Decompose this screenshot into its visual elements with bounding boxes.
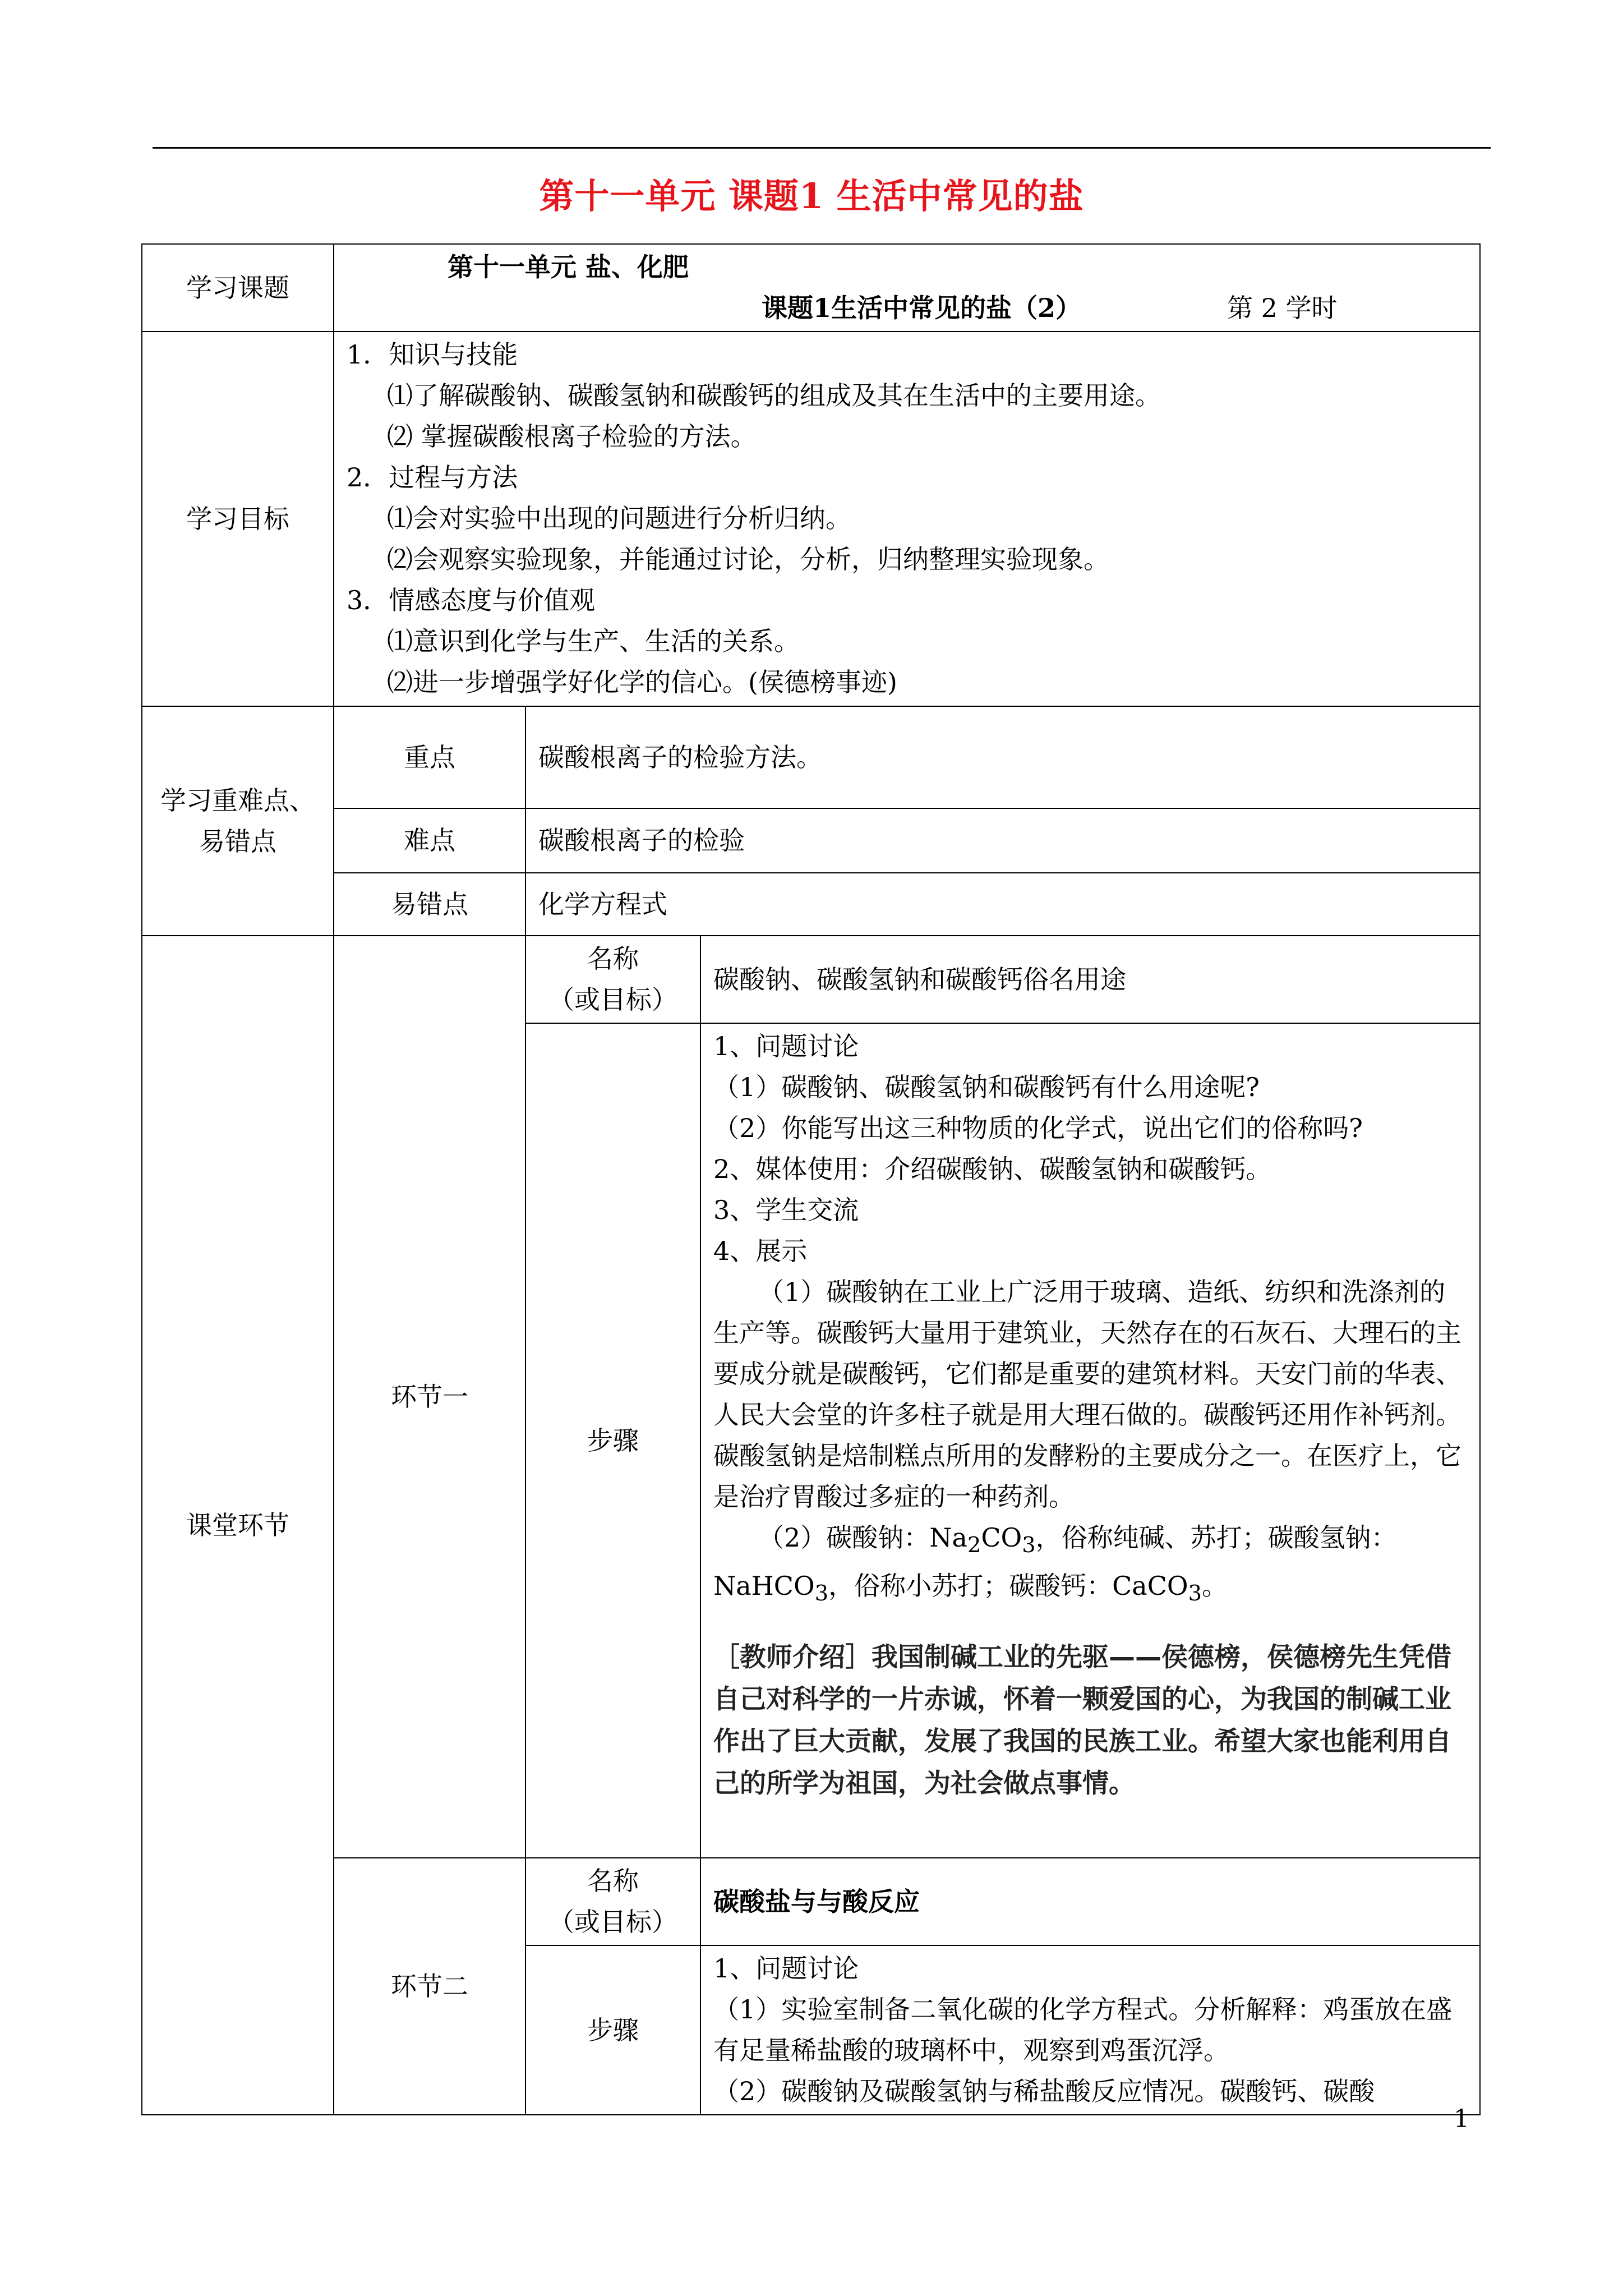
key-points-label: 学习重难点、易错点: [142, 706, 334, 936]
section2-name-row: [142, 1858, 1480, 1945]
formula-subscript: 3: [814, 1581, 829, 1607]
steps-label: 步骤: [525, 1945, 700, 2115]
section2-steps: [700, 1945, 1480, 2115]
section1-name-row: [142, 936, 1480, 1023]
formula-caco3: [1112, 1571, 1202, 1607]
name-label: [525, 936, 700, 1023]
difficulty-label: 难点: [334, 808, 525, 873]
display2-text: ，俗称纯碱、苏打；碳酸氢钠：: [1035, 1522, 1397, 1553]
formula-part: Na: [929, 1522, 967, 1553]
objectives-row: [142, 332, 1480, 706]
steps-label: 步骤: [525, 1023, 700, 1858]
course-label: 学习课题: [142, 244, 334, 332]
error-text: 化学方程式: [525, 873, 1480, 936]
section1-label: 环节一: [334, 936, 525, 1858]
objective-item: ⑴会对实验中出现的问题进行分析归纳。: [387, 503, 851, 533]
step-line: （2）碳酸钠及碳酸氢钠与稀盐酸反应情况。碳酸钙、碳酸: [713, 2076, 1375, 2106]
focus-label: 重点: [334, 706, 525, 808]
section1-name: 碳酸钠、碳酸氢钠和碳酸钙俗名用途: [700, 936, 1480, 1023]
header-rule: [153, 147, 1491, 149]
teacher-note: ［教师介绍］我国制碱工业的先驱——侯德榜，侯德榜先生凭借自己对科学的一片赤诚，怀着一颗爱国的心，为我国的制碱工业作出了巨大贡献，发展了我国的民族工业。希望大家也能利用自己的所学为祖国，为社会做点事情。: [713, 1642, 1451, 1800]
name-label: [525, 1858, 700, 1945]
classroom-label: 课堂环节: [142, 936, 334, 2115]
formula-part: NaHCO: [713, 1571, 815, 1602]
step-line: （1）实验室制备二氧化碳的化学方程式。分析解释：鸡蛋放在盛有足量稀盐酸的玻璃杯中，观察到鸡蛋沉浮。: [713, 1994, 1453, 2065]
step-line: 1、问题讨论: [713, 1031, 859, 1061]
formula-nahco3: [713, 1571, 829, 1607]
section2-name: 碳酸盐与与酸反应: [700, 1858, 1480, 1945]
formula-part: CaCO: [1112, 1571, 1188, 1602]
course-info: [334, 244, 1480, 332]
section2-label: 环节二: [334, 1858, 525, 2115]
objective-heading: 1．知识与技能: [347, 339, 518, 370]
name-label-line1: 名称: [587, 944, 639, 974]
display2-text: 。: [1202, 1571, 1228, 1602]
name-label-line1: 名称: [587, 1866, 639, 1896]
step-line: 1、问题讨论: [713, 1953, 859, 1984]
course-period: 第 2 学时: [1227, 293, 1338, 323]
display-paragraph-1: （1）碳酸钠在工业上广泛用于玻璃、造纸、纺织和洗涤剂的生产等。碳酸钙大量用于建筑业，天然存在的石灰石、大理石的主要成分就是碳酸钙，它们都是重要的建筑材料。天安门前的华表、人民大会堂的许多柱子就是用大理石做的。碳酸钙还用作补钙剂。碳酸氢钠是焙制糕点所用的发酵粉的主要成分之一。在医疗上，它是治疗胃酸过多症的一种药剂。: [713, 1277, 1461, 1512]
step-line: 2、媒体使用：介绍碳酸钠、碳酸氢钠和碳酸钙。: [713, 1154, 1272, 1184]
objectives-content: [334, 332, 1480, 706]
objective-item: ⑴了解碳酸钠、碳酸氢钠和碳酸钙的组成及其在生活中的主要用途。: [387, 380, 1161, 411]
step-line: （1）碳酸钠、碳酸氢钠和碳酸钙有什么用途呢?: [713, 1072, 1260, 1102]
focus-row: [142, 706, 1480, 808]
page-number: 1: [1454, 2105, 1469, 2133]
step-line: 4、展示: [713, 1236, 808, 1266]
objective-item: ⑵进一步增强学好化学的信心。(侯德榜事迹): [387, 667, 897, 697]
course-lesson: 课题1生活中常见的盐（2）: [762, 293, 1082, 323]
course-unit: 第十一单元 盐、化肥: [448, 252, 689, 282]
formula-na2co3: [929, 1522, 1036, 1558]
formula-subscript: 3: [1188, 1581, 1202, 1607]
formula-part: CO: [981, 1522, 1022, 1553]
difficulty-row: [142, 808, 1480, 873]
name-label-line2: （或目标）: [548, 1907, 677, 1937]
course-lesson-line: [347, 288, 1467, 329]
difficulty-text: 碳酸根离子的检验: [525, 808, 1480, 873]
course-row: [142, 244, 1480, 332]
page-title: 第十一单元 课题1 生活中常见的盐: [539, 176, 1084, 217]
objective-heading: 2．过程与方法: [347, 462, 518, 493]
step-line: （2）你能写出这三种物质的化学式，说出它们的俗称吗?: [713, 1113, 1363, 1143]
objective-item: ⑵ 掌握碳酸根离子检验的方法。: [387, 421, 757, 452]
error-row: [142, 873, 1480, 936]
objective-item: ⑵会观察实验现象，并能通过讨论，分析，归纳整理实验现象。: [387, 544, 1109, 574]
focus-text: 碳酸根离子的检验方法。: [525, 706, 1480, 808]
formula-subscript: 2: [967, 1533, 981, 1558]
objectives-label: 学习目标: [142, 332, 334, 706]
section1-steps: [700, 1023, 1480, 1858]
objective-item: ⑴意识到化学与生产、生活的关系。: [387, 626, 800, 656]
step-line: 3、学生交流: [713, 1195, 859, 1225]
objective-heading: 3．情感态度与价值观: [347, 585, 596, 615]
display2-text: ，俗称小苏打；碳酸钙：: [828, 1571, 1113, 1602]
lesson-plan-table: [141, 243, 1481, 2115]
display-paragraph-2: [713, 1517, 1467, 1614]
name-label-line2: （或目标）: [548, 984, 677, 1015]
formula-subscript: 3: [1022, 1533, 1036, 1558]
display2-intro: （2）碳酸钠：: [758, 1522, 930, 1553]
error-label: 易错点: [334, 873, 525, 936]
